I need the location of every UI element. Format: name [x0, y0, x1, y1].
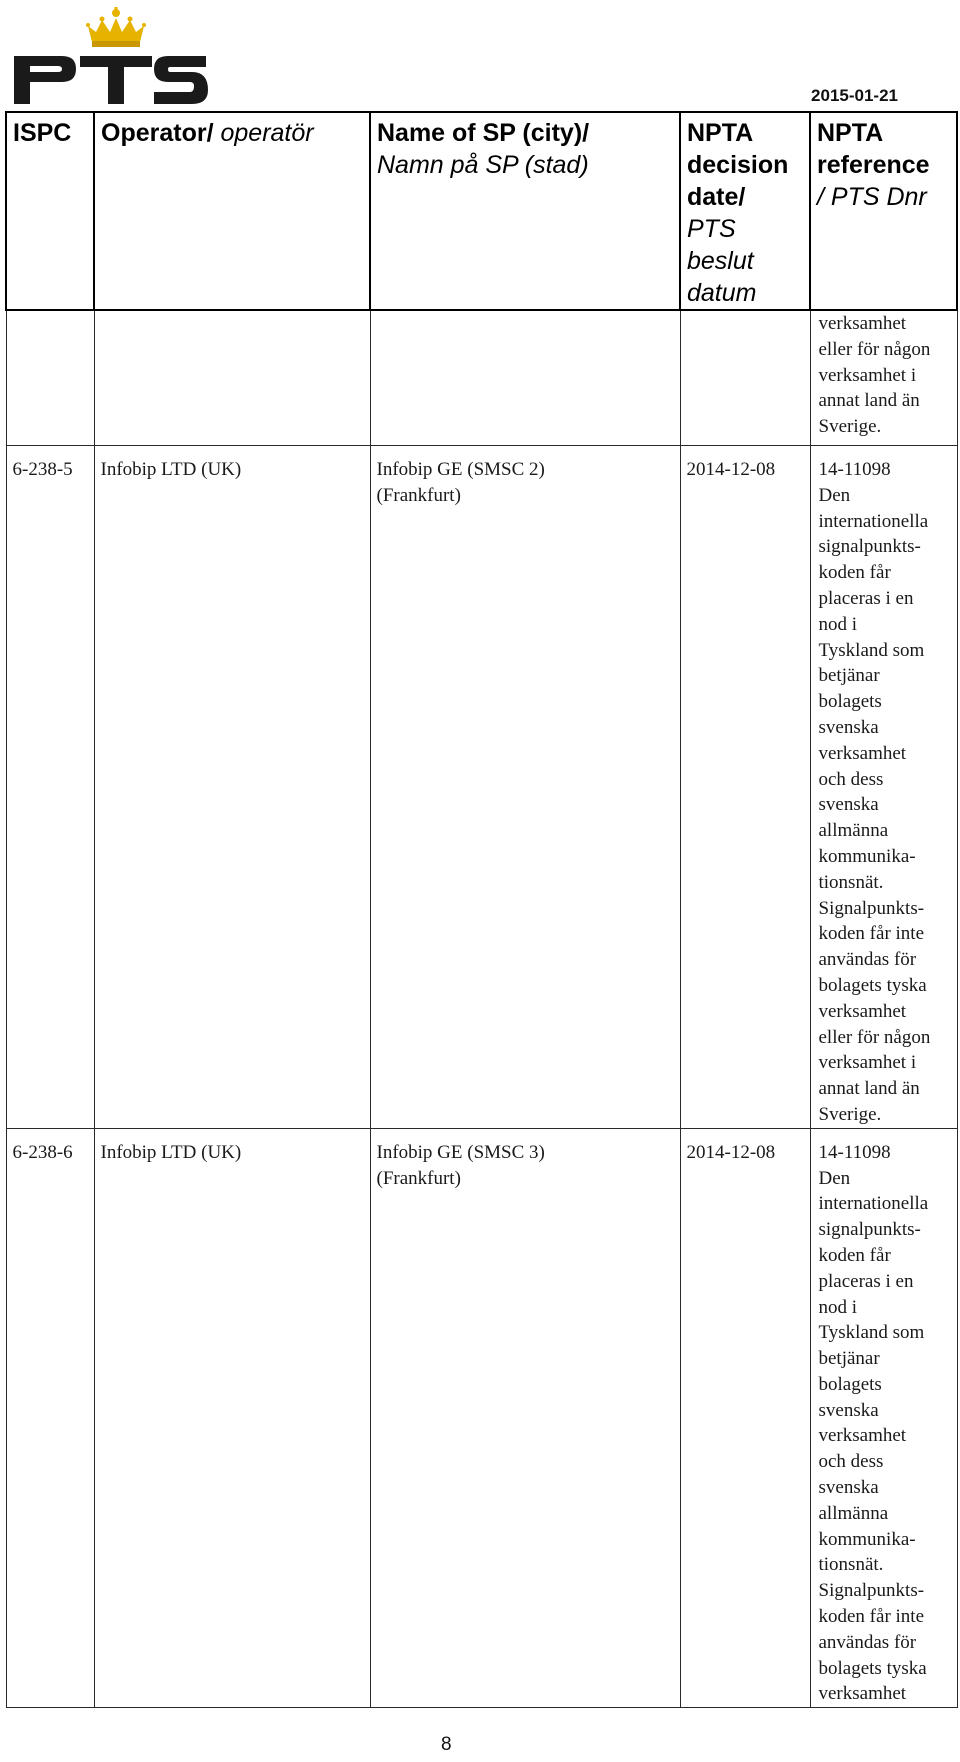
cell-operator: Infobip LTD (UK)	[94, 1128, 370, 1708]
col-name-label-sv: Namn på SP (stad)	[377, 151, 589, 179]
cell-sp-name	[370, 310, 680, 446]
col-ref-label-en: NPTA reference	[817, 119, 930, 179]
cell-operator: Infobip LTD (UK)	[94, 446, 370, 1129]
table-row	[6, 1128, 957, 1708]
cell-reference: verksamhet eller för någon verksamhet i annat land än Sverige.	[810, 310, 957, 446]
report-date: 2015-01-21	[811, 86, 898, 105]
cell-decision-date: 2014-12-08	[680, 1128, 810, 1708]
cell-ispc	[6, 310, 94, 446]
cell-decision-date: 2014-12-08	[680, 446, 810, 1129]
col-header-ispc	[6, 112, 94, 310]
col-name-label-en: Name of SP (city)/	[377, 119, 590, 147]
cell-ispc: 6-238-5	[6, 446, 94, 1129]
col-ref-label-sv: / PTS Dnr	[817, 183, 927, 211]
page-number: 8	[441, 1734, 452, 1755]
col-date-label-sv: PTS beslut datum	[687, 215, 757, 307]
table-row-continuation	[6, 310, 957, 446]
table-row	[6, 446, 957, 1129]
crown-icon	[86, 7, 146, 47]
cell-decision-date	[680, 310, 810, 446]
col-header-reference	[810, 112, 957, 310]
col-operator-label-sv: operatör	[213, 119, 314, 147]
cell-sp-name: Infobip GE (SMSC 2) (Frankfurt)	[370, 446, 680, 1129]
signal-point-table	[5, 111, 958, 1708]
cell-reference: 14-11098 Den internationella signalpunkts- koden får placeras i en nod i Tyskland som betjänar bolagets svenska verksamhet och dess svenska allmänna kommunika- tionsnät. Signalpunkts- koden får inte användas för bolagets tyska verksamhet	[810, 1128, 957, 1708]
cell-operator	[94, 310, 370, 446]
col-header-operator	[94, 112, 370, 310]
col-ispc-label: ISPC	[13, 119, 72, 147]
table-header-row	[6, 112, 957, 310]
pts-logo	[12, 4, 208, 106]
col-header-sp-name	[370, 112, 680, 310]
col-operator-label-en: Operator/	[101, 119, 214, 147]
cell-sp-name: Infobip GE (SMSC 3) (Frankfurt)	[370, 1128, 680, 1708]
col-date-label-en: NPTA decision date/	[687, 119, 789, 211]
col-header-decision-date	[680, 112, 810, 310]
cell-ispc: 6-238-6	[6, 1128, 94, 1708]
cell-reference: 14-11098 Den internationella signalpunkts- koden får placeras i en nod i Tyskland som betjänar bolagets svenska verksamhet och dess svenska allmänna kommunika- tionsnät. Signalpunkts- koden får inte användas för bolagets tyska verksamhet eller för någon verksamhet i annat land än Sverige.	[810, 446, 957, 1129]
